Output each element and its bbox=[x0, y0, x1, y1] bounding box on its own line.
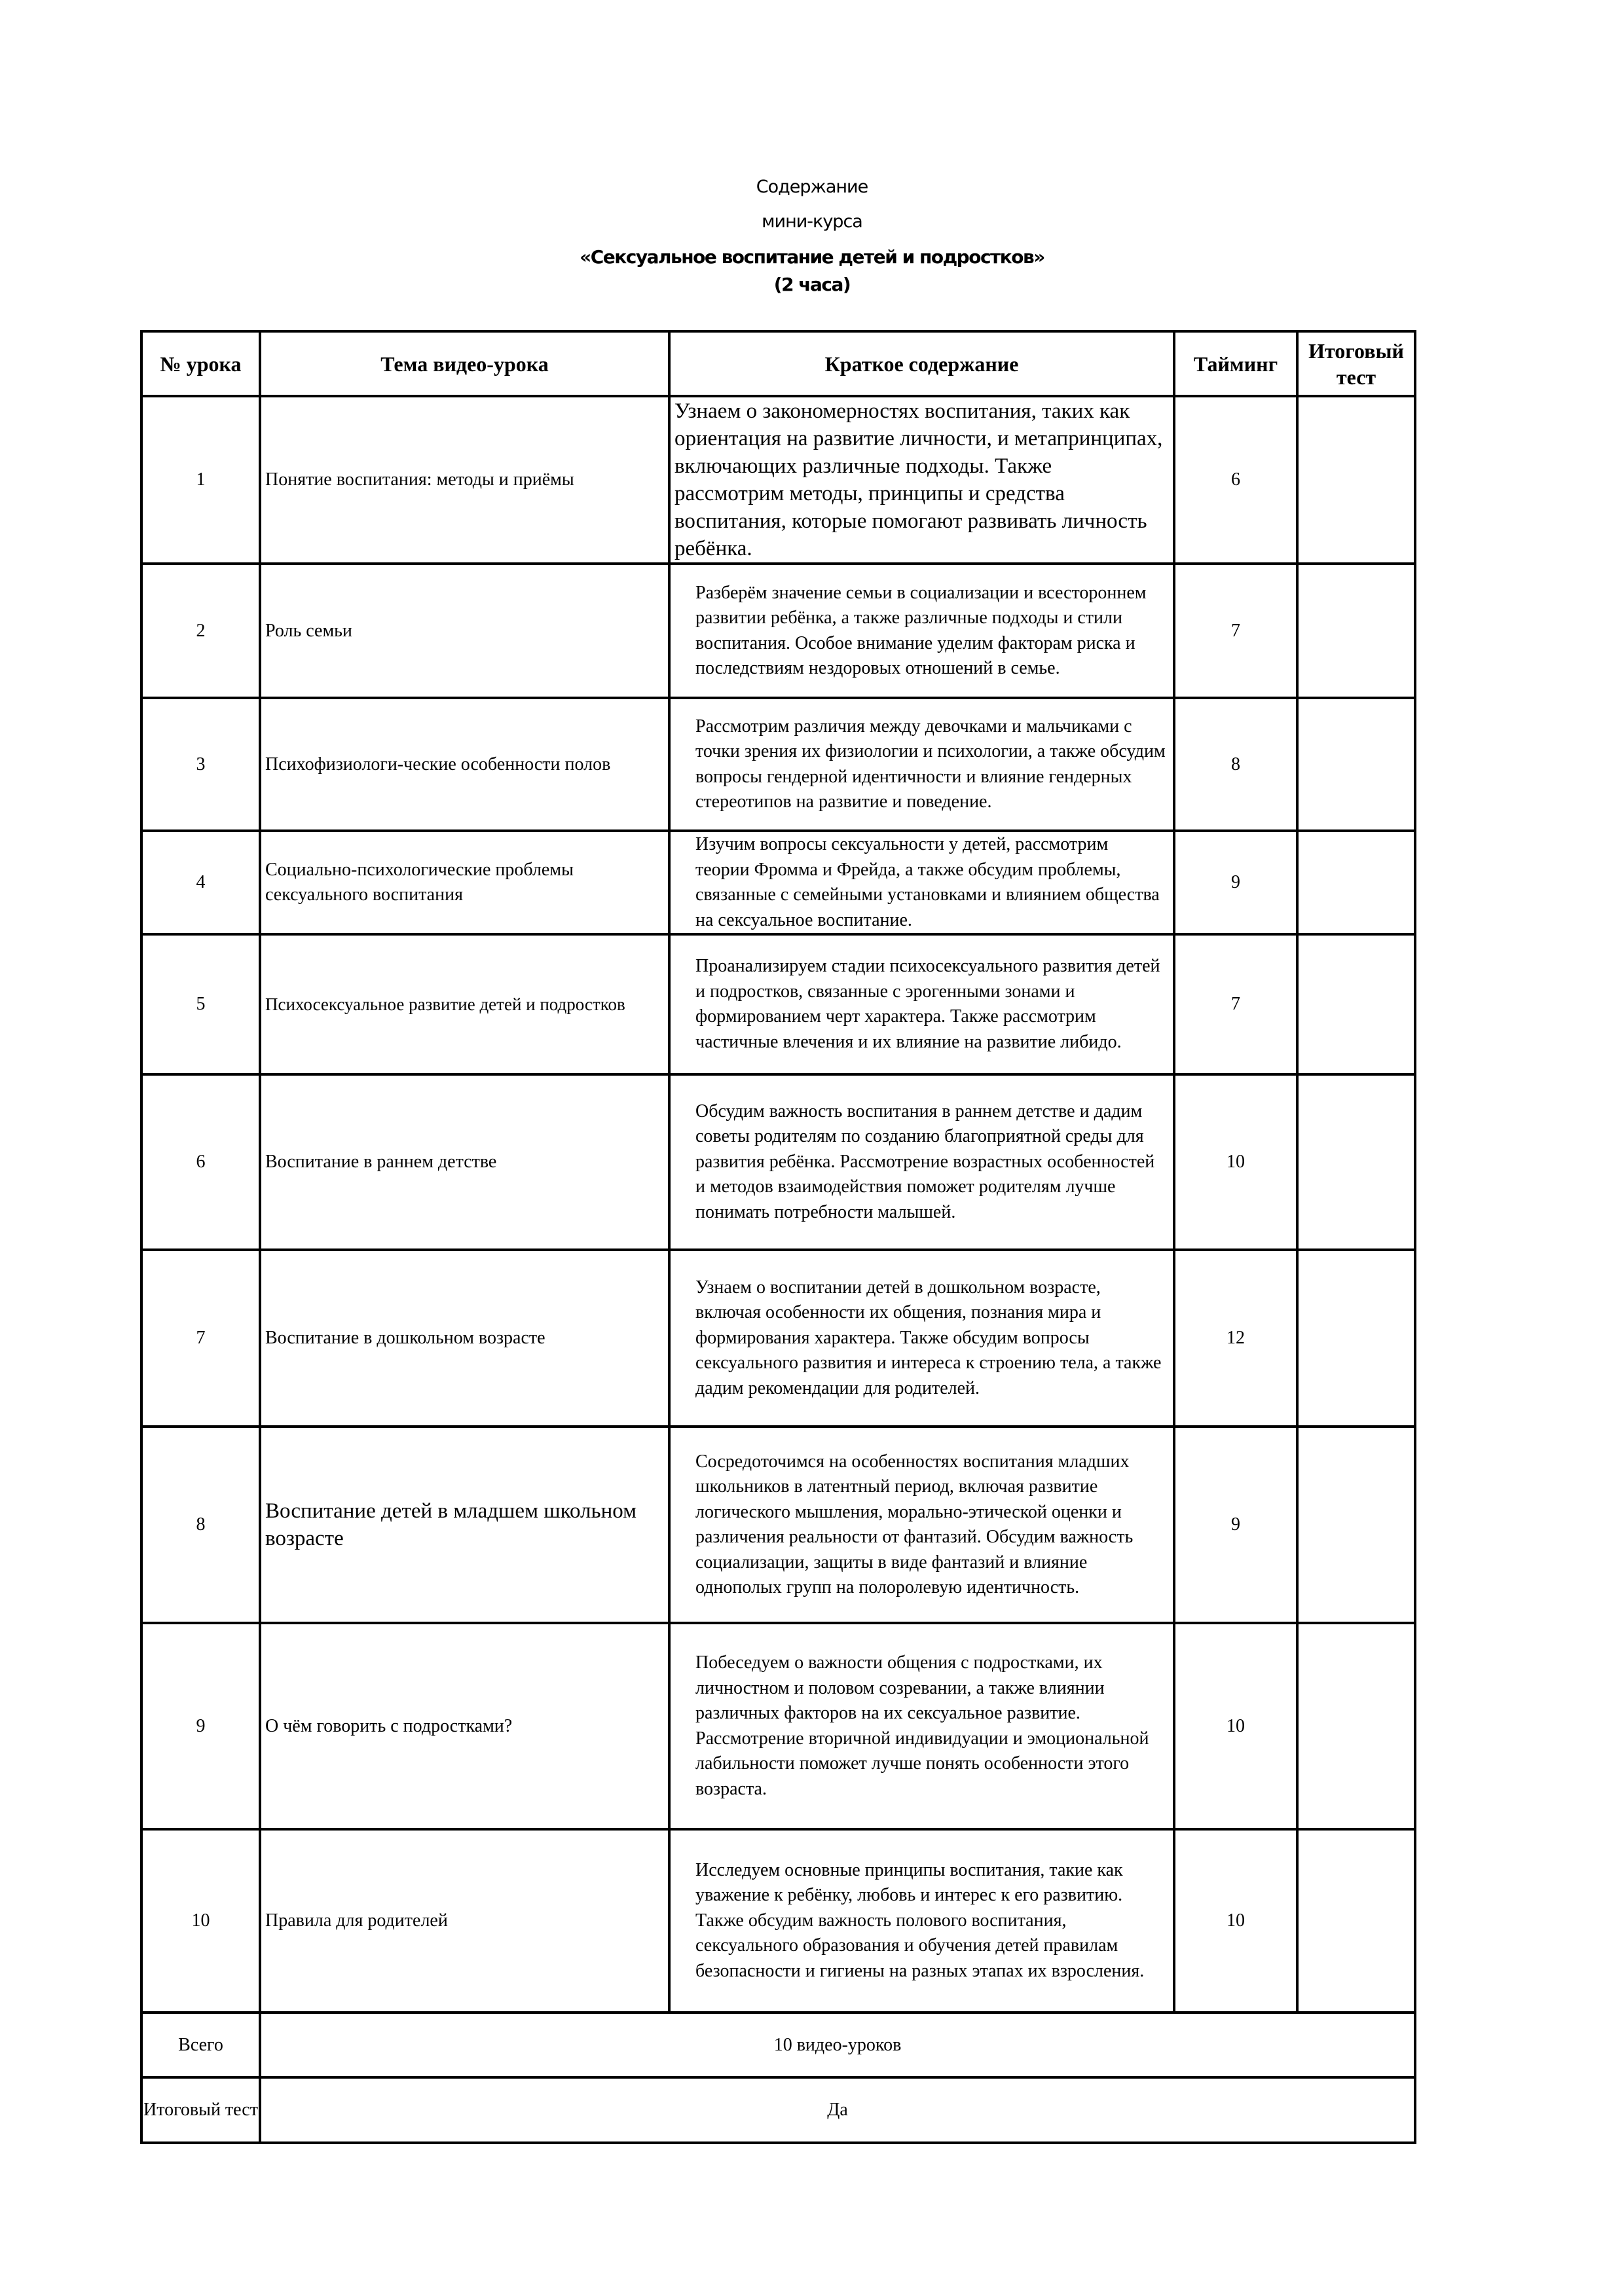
table-row bbox=[141, 698, 1415, 831]
lesson-final-test bbox=[1297, 1250, 1415, 1427]
course-title: «Сексуальное воспитание детей и подростков» bbox=[580, 246, 1044, 268]
lesson-number: 8 bbox=[141, 1427, 260, 1623]
lesson-topic: Социально-психологические проблемы сексуального воспитания bbox=[260, 831, 669, 934]
lesson-final-test bbox=[1297, 564, 1415, 698]
lesson-number: 5 bbox=[141, 934, 260, 1074]
table-row bbox=[141, 1427, 1415, 1623]
total-value: 10 видео-уроков bbox=[260, 2013, 1415, 2077]
header-final-test: Итоговый тест bbox=[1297, 331, 1415, 396]
lesson-summary: Обсудим важность воспитания в раннем детстве и дадим советы родителям по созданию благоприятной среды для развития ребёнка. Рассмотрение возрастных особенностей и методов взаимодействия поможет родителям лучше понимать потребности малышей. bbox=[669, 1074, 1174, 1250]
table-row bbox=[141, 1623, 1415, 1829]
heading-mini-course: мини-курса bbox=[762, 211, 862, 232]
lesson-summary: Узнаем о воспитании детей в дошкольном возрасте, включая особенности их общения, познания мира и формирования характера. Также обсудим вопросы сексуального развития и интереса к строению тела, а также дадим рекомендации для родителей. bbox=[669, 1250, 1174, 1427]
lesson-final-test bbox=[1297, 1074, 1415, 1250]
lesson-number: 9 bbox=[141, 1623, 260, 1829]
table-row bbox=[141, 1829, 1415, 2013]
header-number: № урока bbox=[141, 331, 260, 396]
lesson-topic: О чём говорить с подростками? bbox=[260, 1623, 669, 1829]
lesson-timing: 7 bbox=[1174, 564, 1297, 698]
lesson-number: 4 bbox=[141, 831, 260, 934]
table-header-row bbox=[141, 331, 1415, 396]
lesson-topic: Воспитание в дошкольном возрасте bbox=[260, 1250, 669, 1427]
lesson-summary: Изучим вопросы сексуальности у детей, рассмотрим теории Фромма и Фрейда, а также обсудим проблемы, связанные с семейными установками и влиянием общества на сексуальное воспитание. bbox=[669, 831, 1174, 934]
lesson-timing: 10 bbox=[1174, 1829, 1297, 2013]
lesson-number: 1 bbox=[141, 396, 260, 564]
lesson-final-test bbox=[1297, 831, 1415, 934]
course-duration: (2 часа) bbox=[773, 274, 851, 295]
lesson-topic: Воспитание детей в младшем школьном возрасте bbox=[260, 1427, 669, 1623]
lesson-summary: Побеседуем о важности общения с подростками, их личностном и половом созревании, а также влиянии различных факторов на их сексуальное развитие. Рассмотрение вторичной индивидуации и эмоциональной лабильности поможет лучше понять особенности этого возраста. bbox=[669, 1623, 1174, 1829]
lesson-summary: Рассмотрим различия между девочками и мальчиками с точки зрения их физиологии и психологии, а также обсудим вопросы гендерной идентичности и влияние гендерных стереотипов на развитие и поведение. bbox=[669, 698, 1174, 831]
header-timing: Тайминг bbox=[1174, 331, 1297, 396]
lesson-summary: Сосредоточимся на особенностях воспитания младших школьников в латентный период, включая развитие логического мышления, морально-этической оценки и различения реальности от фантазий. Обсудим важность социализации, защиты в виде фантазий и влияние однополых групп на полоролевую идентичность. bbox=[669, 1427, 1174, 1623]
lesson-topic: Понятие воспитания: методы и приёмы bbox=[260, 396, 669, 564]
heading-contents: Содержание bbox=[756, 177, 868, 197]
table-row bbox=[141, 1250, 1415, 1427]
table-row bbox=[141, 396, 1415, 564]
header-topic: Тема видео-урока bbox=[260, 331, 669, 396]
lesson-number: 7 bbox=[141, 1250, 260, 1427]
lesson-summary: Проанализируем стадии психосексуального развития детей и подростков, связанные с эрогенными зонами и формированием черт характера. Также рассмотрим частичные влечения и их влияние на развитие либидо. bbox=[669, 934, 1174, 1074]
header-summary: Краткое содержание bbox=[669, 331, 1174, 396]
lesson-topic: Психосексуальное развитие детей и подростков bbox=[260, 934, 669, 1074]
lesson-final-test bbox=[1297, 1427, 1415, 1623]
lesson-final-test bbox=[1297, 1623, 1415, 1829]
final-test-label: Итоговый тест bbox=[141, 2077, 260, 2143]
lesson-timing: 6 bbox=[1174, 396, 1297, 564]
final-test-value: Да bbox=[260, 2077, 1415, 2143]
lesson-topic: Психофизиологи-ческие особенности полов bbox=[260, 698, 669, 831]
lesson-timing: 10 bbox=[1174, 1623, 1297, 1829]
lesson-topic: Правила для родителей bbox=[260, 1829, 669, 2013]
lesson-final-test bbox=[1297, 698, 1415, 831]
lesson-timing: 9 bbox=[1174, 1427, 1297, 1623]
table-row bbox=[141, 1074, 1415, 1250]
course-contents-table bbox=[140, 330, 1416, 2144]
total-row bbox=[141, 2013, 1415, 2077]
final-test-row bbox=[141, 2077, 1415, 2143]
lesson-number: 6 bbox=[141, 1074, 260, 1250]
lesson-number: 2 bbox=[141, 564, 260, 698]
lesson-summary: Исследуем основные принципы воспитания, такие как уважение к ребёнку, любовь и интерес к его развитию. Также обсудим важность полового воспитания, сексуального образования и обучения детей правилам безопасности и гигиены на разных этапах их взросления. bbox=[669, 1829, 1174, 2013]
total-label: Всего bbox=[141, 2013, 260, 2077]
lesson-summary: Разберём значение семьи в социализации и всестороннем развитии ребёнка, а также различные подходы и стили воспитания. Особое внимание уделим факторам риска и последствиям нездоровых отношений в семье. bbox=[669, 564, 1174, 698]
lesson-timing: 9 bbox=[1174, 831, 1297, 934]
lesson-summary: Узнаем о закономерностях воспитания, таких как ориентация на развитие личности, и метапринципах, включающих различные подходы. Также рассмотрим методы, принципы и средства воспитания, которые помогают развивать личность ребёнка. bbox=[669, 396, 1174, 564]
lesson-final-test bbox=[1297, 1829, 1415, 2013]
lesson-timing: 10 bbox=[1174, 1074, 1297, 1250]
table-row bbox=[141, 934, 1415, 1074]
lesson-final-test bbox=[1297, 396, 1415, 564]
lesson-timing: 12 bbox=[1174, 1250, 1297, 1427]
table-row bbox=[141, 831, 1415, 934]
lesson-topic: Роль семьи bbox=[260, 564, 669, 698]
table-row bbox=[141, 564, 1415, 698]
lesson-number: 3 bbox=[141, 698, 260, 831]
lesson-timing: 7 bbox=[1174, 934, 1297, 1074]
lesson-number: 10 bbox=[141, 1829, 260, 2013]
lesson-topic: Воспитание в раннем детстве bbox=[260, 1074, 669, 1250]
lesson-timing: 8 bbox=[1174, 698, 1297, 831]
lesson-final-test bbox=[1297, 934, 1415, 1074]
